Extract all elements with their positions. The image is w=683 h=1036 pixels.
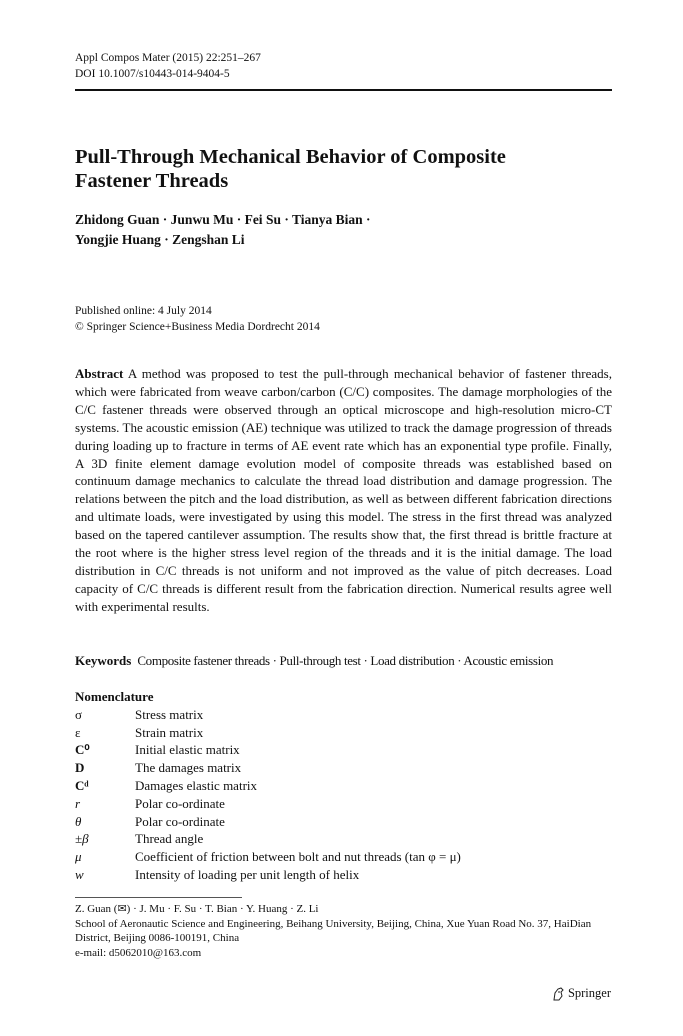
title-line-1: Pull-Through Mechanical Behavior of Composite	[75, 146, 506, 168]
nomenclature-row	[75, 741, 461, 759]
symbol: θ	[75, 813, 82, 829]
definition: Damages elastic matrix	[135, 777, 258, 793]
nomenclature-row	[75, 706, 461, 724]
nomenclature-row	[75, 795, 461, 813]
nomenclature-heading: Nomenclature	[75, 689, 154, 704]
springer-horse-icon	[552, 987, 565, 1001]
footnote-email: e-mail: d5062010@163.com	[75, 946, 202, 959]
definition: Polar co-ordinate	[135, 795, 225, 811]
header-rule	[75, 89, 612, 91]
doi: DOI 10.1007/s10443-014-9404-5	[75, 68, 230, 80]
symbol: ε	[75, 724, 81, 740]
nomenclature-row	[75, 777, 461, 795]
nomenclature-row	[75, 866, 461, 884]
nomenclature-row	[75, 724, 461, 742]
paper-title	[75, 145, 595, 193]
publication-info	[75, 303, 320, 335]
footnote-rule	[75, 897, 242, 898]
footnote-affiliation: School of Aeronautic Science and Engineering, Beihang University, Beijing, China, Xue Yuan Road No. 37, HaiDian District, Beijing 0086-100191, China	[75, 917, 592, 945]
symbol: σ	[75, 706, 83, 722]
symbol: Cᵈ	[75, 777, 89, 793]
journal-header	[75, 50, 261, 82]
copyright: © Springer Science+Business Media Dordrecht 2014	[75, 321, 320, 333]
definition: Stress matrix	[135, 706, 204, 722]
definition: The damages matrix	[135, 760, 242, 776]
authors-line-2: Yongjie Huang · Zengshan Li	[75, 232, 245, 247]
title-line-2: Fastener Threads	[75, 170, 229, 192]
authors	[75, 210, 371, 250]
symbol: r	[75, 795, 81, 811]
symbol: μ	[75, 849, 82, 865]
definition: Strain matrix	[135, 724, 204, 740]
abstract-label: Abstract	[75, 366, 124, 381]
published-date: Published online: 4 July 2014	[75, 305, 212, 317]
symbol: D	[75, 760, 85, 776]
symbol: w	[75, 866, 84, 882]
nomenclature-row	[75, 830, 461, 848]
keywords-label: Keywords	[75, 653, 132, 668]
definition: Initial elastic matrix	[135, 742, 240, 758]
definition: Polar co-ordinate	[135, 813, 225, 829]
symbol: C⁰	[75, 742, 90, 758]
footnote-authors: Z. Guan (✉) · J. Mu · F. Su · T. Bian · Y. Huang · Z. Li	[75, 903, 319, 915]
symbol: ±β	[75, 831, 89, 847]
authors-line-1: Zhidong Guan · Junwu Mu · Fei Su · Tianya Bian ·	[75, 212, 371, 227]
abstract-text: A method was proposed to test the pull-through mechanical behavior of fastener threads, which were fabricated from weave carbon/carbon (C/C) composites. The damage morphologies of the C/C fastener threads were observed through an optical microscope and high-resolution micro-CT systems. The acoustic emission (AE) technique was utilized to track the damage progression of threads during loading up to fracture in terms of AE event rate which has an exponential type profile. Finally, A 3D finite element damage evolution model of composite threads was established based on continuum damage mechanics to calculate the thread load distribution and damage progression. The relations between the pitch and the load distribution, as well as between different fabrication directions and ultimate loads, were investigated by using this model. The stress in the first thread was analyzed based on the tapered cantilever assumption. The results show that, the first thread is brittle fracture at the root where is the higher stress level region of the threads and it is the initial damage. The load distribution in C/C threads is not uniform and not improved as the value of pitch decreases. Load capacity of C/C threads is different result from the fabrication direction. Numerical results agree well with experimental results.	[75, 366, 612, 614]
nomenclature-row	[75, 759, 461, 777]
definition: Thread angle	[135, 831, 204, 847]
definition: Intensity of loading per unit length of helix	[135, 866, 360, 882]
author-footnote	[75, 902, 612, 960]
journal-citation: Appl Compos Mater (2015) 22:251–267	[75, 52, 261, 64]
keywords	[75, 652, 612, 670]
springer-logo	[552, 986, 611, 1001]
nomenclature-row	[75, 813, 461, 831]
publisher-name: Springer	[567, 986, 611, 1000]
nomenclature	[75, 688, 461, 884]
nomenclature-row	[75, 848, 461, 866]
abstract	[75, 365, 612, 616]
definition: Coefficient of friction between bolt and nut threads (tan φ = μ)	[135, 849, 461, 865]
keywords-text: Composite fastener threads · Pull-through test · Load distribution · Acoustic emission	[137, 653, 554, 668]
